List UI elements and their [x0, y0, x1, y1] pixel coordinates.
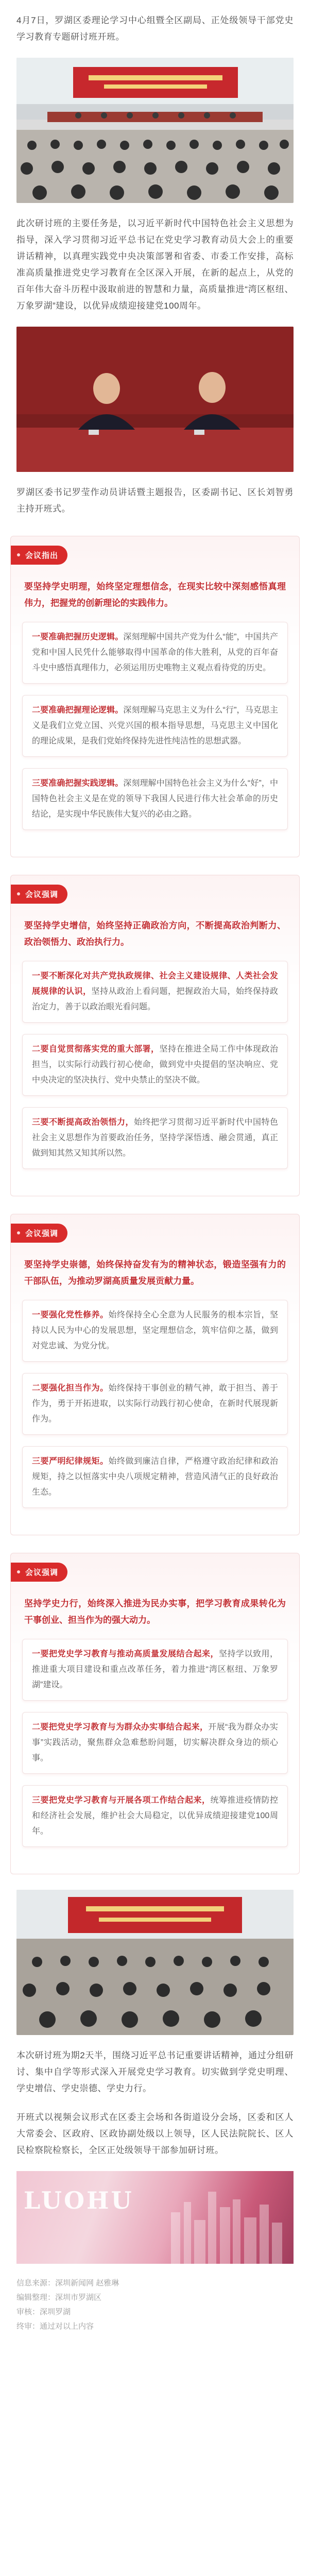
- intro-paragraph: 4月7日，罗湖区委理论学习中心组暨全区副局、正处级领导干部党史学习教育专题研讨班开班。: [16, 15, 294, 42]
- item-text: 深刻理解中国共产党为什么“能”，中国共产党和中国人民凭什么能够取得中国革命的伟大胜利，从党的百年奋斗史中感悟真理伟力，必须运用历史唯物主义观点看待党的历史。: [32, 633, 278, 672]
- section-item: [22, 1639, 288, 1701]
- task-paragraph: 此次研讨班的主要任务是，以习近平新时代中国特色社会主义思想为指导，深入学习贯彻习近平总书记在党史学习教育动员大会上的重要讲话精神，以真理实践党中央决策部署和省委、市委工作安排，高标准高质量推进党史学习教育在全区深入开展，在新的起点上，从党的百年伟大奋斗历程中汲取前进的智慧和力量，高质量推进“湾区枢纽、万象罗湖”建设，以优异成绩迎接建党100周年。: [16, 218, 294, 311]
- section-tag: 会议强调: [11, 1563, 67, 1582]
- item-key: 一要把党史学习教育与推动高质量发展结合起来，: [32, 1650, 219, 1658]
- section-lead: 要坚持学史明理，始终坚定理想信念，在现实比较中深刻感悟真理伟力，把握党的创新理论的实践伟力。: [24, 582, 286, 608]
- footer-edit: 编辑整理：深圳市罗湖区: [16, 2293, 102, 2302]
- item-text: 深刻理解马克思主义为什么“行”，马克思主义是我们立党立国、兴党兴国的根本指导思想，马克思主义中国化的理论成果，是我们党始终保持先进性纯洁性的思想武器。: [32, 706, 278, 745]
- section-tag: 会议指出: [11, 546, 67, 565]
- item-key: 二要自觉贯彻落实党的重大部署，: [32, 1045, 160, 1054]
- section-item: [22, 1107, 288, 1169]
- section-item: [22, 768, 288, 830]
- item-key: 二要把党史学习教育与为群众办实事结合起来，: [32, 1723, 209, 1732]
- item-text: 始终保持全心全意为人民服务的根本宗旨，坚持以人民为中心的发展思想，坚定理想信念，筑牢信仰之基，做到对党忠诚、为党分忧。: [32, 1311, 278, 1350]
- section-card: [10, 536, 300, 857]
- item-text: 坚持从政治上看问题，把握政治大局，始终保持政治定力，善于以政治眼光看问题。: [32, 987, 278, 1011]
- section-item: [22, 1300, 288, 1362]
- footer-publish: 终审：通过对以上内容: [16, 2322, 94, 2331]
- item-key: 三要不断提高政治领悟力，: [32, 1118, 134, 1127]
- item-key: 三要严明纪律规矩。: [32, 1457, 109, 1466]
- section-item: [22, 1373, 288, 1435]
- meeting-hall-photo: [16, 58, 294, 203]
- section-tag: 会议强调: [11, 885, 67, 904]
- section-item: [22, 1446, 288, 1508]
- item-key: 一要不断深化对共产党执政规律、社会主义建设规律、人类社会发展规律的认识，: [32, 972, 278, 996]
- item-text: 开展“我为群众办实事”实践活动，聚焦群众急难愁盼问题，切实解决群众身边的烦心事。: [32, 1723, 278, 1762]
- section-card: [10, 1553, 300, 1874]
- speech-paragraph: 罗湖区委书记罗莹作动员讲话暨主题报告，区委副书记、区长刘智勇主持开班式。: [16, 487, 294, 514]
- section-item: [22, 1034, 288, 1096]
- article-footer: [16, 2276, 294, 2334]
- item-key: 三要准确把握实践逻辑。: [32, 779, 124, 788]
- item-text: 坚持在推进全局工作中体现政治担当，以实际行动践行初心使命，做到党中央提倡的坚决响应、党中央决定的坚决执行、党中央禁止的坚决不做。: [32, 1045, 278, 1084]
- item-text: 深刻理解中国特色社会主义为什么“好”，中国特色社会主义是在党的领导下我国人民进行伟大社会革命的历史结论，是实现中华民族伟大复兴的必由之路。: [32, 779, 278, 819]
- section-lead: 要坚持学史增信，始终坚持正确政治方向，不断提高政治判断力、政治领悟力、政治执行力。: [24, 921, 286, 947]
- item-key: 二要强化担当作为。: [32, 1384, 109, 1393]
- section-card: [10, 875, 300, 1196]
- item-key: 三要把党史学习教育与开展各项工作结合起来，: [32, 1796, 211, 1805]
- item-text: 始终做到廉洁自律，严格遵守政治纪律和政治规矩，持之以恒落实中央八项规定精神，营造风清气正的良好政治生态。: [32, 1457, 278, 1497]
- item-text: 始终把学习贯彻习近平新时代中国特色社会主义思想作为首要政治任务，坚持学深悟透、融会贯通，真正做到知其然又知其所以然。: [32, 1118, 278, 1158]
- section-card: [10, 1214, 300, 1535]
- footer-source: 信息来源：深圳新闻网 赵雅琳: [16, 2279, 119, 2287]
- speakers-photo: [16, 327, 294, 472]
- footer-review: 审核：深圳罗湖: [16, 2308, 71, 2316]
- section-lead: 要坚持学史崇德，始终保持奋发有为的精神状态，锻造坚强有力的干部队伍，为推动罗湖高质量发展贡献力量。: [24, 1260, 286, 1286]
- item-text: 统筹推进疫情防控和经济社会发展，维护社会大局稳定，以优异成绩迎接建党100周年。: [32, 1796, 278, 1836]
- luohu-banner-image: [16, 2171, 294, 2264]
- section-item: [22, 961, 288, 1023]
- section-tag: 会议强调: [11, 1224, 67, 1243]
- duration-paragraph: 本次研讨班为期2天半，围绕习近平总书记重要讲话精神，通过分组研讨、集中自学等形式深入开展党史学习教育。切实做到学党史明理、学史增信、学史崇德、学史力行。: [16, 2050, 294, 2093]
- section-item: [22, 695, 288, 757]
- item-key: 一要准确把握历史逻辑。: [32, 633, 124, 641]
- item-text: 始终保持干事创业的精气神，敢于担当、善于作为，勇于开拓进取，以实际行动践行初心使命，在新时代展现新作为。: [32, 1384, 278, 1423]
- section-item: [22, 622, 288, 684]
- section-item: [22, 1785, 288, 1847]
- conference-photo: [16, 1890, 294, 2035]
- section-lead: 坚持学史力行，始终深入推进为民办实事，把学习教育成果转化为干事创业、担当作为的强大动力。: [24, 1599, 286, 1625]
- venue-paragraph: 开班式以视频会议形式在区委主会场和各街道设分会场，区委和区人大常委会、区政府、区政协副处级以上领导，区人民法院院长、区人民检察院检察长，全区正处级领导干部参加研讨班。: [16, 2112, 294, 2155]
- item-key: 一要强化党性修养。: [32, 1311, 109, 1319]
- banner-logo-text: LUOHU: [24, 2187, 134, 2214]
- item-key: 二要准确把握理论逻辑。: [32, 706, 124, 715]
- section-item: [22, 1712, 288, 1774]
- item-text: 坚持学以致用，推进重大项目建设和重点改革任务，着力推进“湾区枢纽、万象罗湖”建设。: [32, 1650, 278, 1689]
